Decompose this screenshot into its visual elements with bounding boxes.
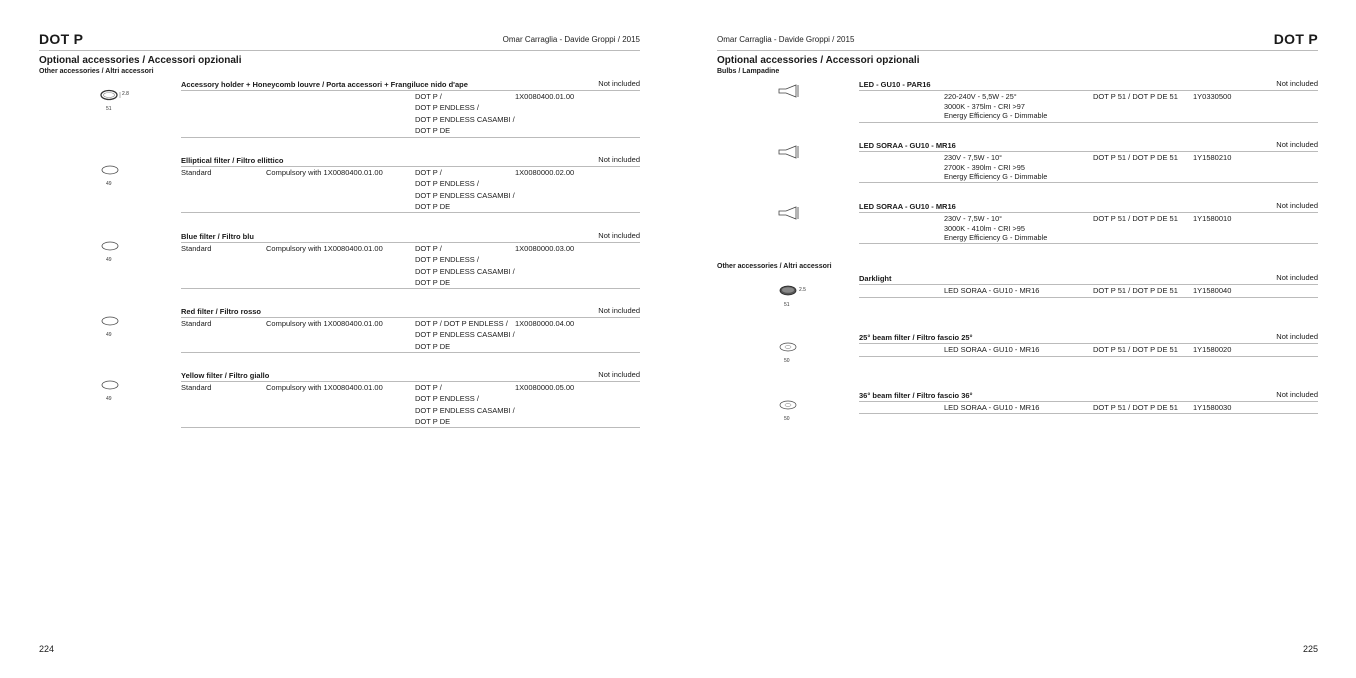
inclusion-note: Not included bbox=[1276, 201, 1318, 210]
model-name: DOT P / DOT P ENDLESS / bbox=[415, 319, 508, 328]
height-dimension: 2.5 bbox=[799, 287, 806, 293]
model-name: DOT P ENDLESS / bbox=[415, 103, 479, 113]
model-list bbox=[415, 318, 515, 352]
spec-line: Energy Efficiency G - Dimmable bbox=[944, 172, 1048, 182]
bulb-row bbox=[859, 80, 1318, 124]
page-number: 225 bbox=[1302, 644, 1318, 654]
bulb-icon bbox=[778, 206, 800, 220]
designer-credit: Omar Carraglia - Davide Groppi / 2015 bbox=[717, 35, 855, 44]
row-divider bbox=[859, 284, 1318, 285]
model-list: DOT P 51 / DOT P DE 51 bbox=[1093, 403, 1178, 412]
subsection-title: Bulbs / Lampadine bbox=[717, 68, 780, 75]
accessory-row bbox=[181, 80, 640, 138]
product-code: 1X0080000.03.00 bbox=[515, 244, 575, 253]
model-name: DOT P ENDLESS CASAMBI / bbox=[415, 266, 515, 276]
width-dimension: 49 bbox=[106, 257, 112, 263]
row-divider bbox=[859, 356, 1318, 357]
bulb-spec: LED SORAA - GU10 - MR16 bbox=[944, 345, 1040, 354]
row-divider bbox=[859, 151, 1318, 152]
model-name: DOT P / bbox=[415, 383, 442, 392]
spec-line: 220-240V - 5,5W - 25° bbox=[944, 92, 1017, 101]
inclusion-note: Not included bbox=[1276, 332, 1318, 341]
bulb-row bbox=[859, 141, 1318, 185]
spec-line: Energy Efficiency G - Dimmable bbox=[944, 233, 1048, 243]
width-dimension: 51 bbox=[784, 302, 790, 308]
inclusion-note: Not included bbox=[598, 306, 640, 315]
model-list: DOT P 51 / DOT P DE 51 bbox=[1093, 214, 1178, 223]
spec-line: 3000K - 375lm - CRI >97 bbox=[944, 101, 1025, 111]
spec-line: Energy Efficiency G - Dimmable bbox=[944, 111, 1048, 121]
row-divider bbox=[181, 427, 640, 428]
beam-filter-icon bbox=[779, 342, 797, 352]
model-name: DOT P ENDLESS CASAMBI / bbox=[415, 190, 515, 200]
spec-line: 230V - 7,5W - 10° bbox=[944, 214, 1003, 223]
model-list: DOT P 51 / DOT P DE 51 bbox=[1093, 153, 1178, 162]
model-list: DOT P 51 / DOT P DE 51 bbox=[1093, 345, 1178, 354]
row-divider bbox=[859, 401, 1318, 402]
page-number: 224 bbox=[39, 644, 55, 654]
item-title: 36° beam filter / Filtro fascio 36° bbox=[859, 391, 973, 400]
item-title: LED SORAA - GU10 - MR16 bbox=[859, 202, 956, 211]
model-list bbox=[415, 167, 515, 212]
row-divider bbox=[181, 137, 640, 138]
compatibility-note: Compulsory with 1X0080400.01.00 bbox=[266, 319, 383, 328]
filter-disc-icon bbox=[101, 316, 119, 326]
bulb-specs bbox=[944, 92, 1047, 121]
bulb-icon bbox=[778, 145, 800, 159]
width-dimension: 49 bbox=[106, 332, 112, 338]
row-divider bbox=[859, 297, 1318, 298]
filter-disc-icon bbox=[101, 241, 119, 251]
product-code: 1X0080400.01.00 bbox=[515, 92, 575, 101]
designer-credit: Omar Carraglia - Davide Groppi / 2015 bbox=[502, 35, 640, 44]
bulb-spec: LED SORAA - GU10 - MR16 bbox=[944, 286, 1040, 295]
filter-disc-icon bbox=[101, 380, 119, 390]
item-title: LED SORAA - GU10 - MR16 bbox=[859, 141, 956, 150]
model-name: DOT P DE bbox=[415, 416, 451, 426]
section-title: Optional accessories / Accessori opzionali bbox=[717, 55, 920, 66]
row-divider bbox=[859, 343, 1318, 344]
model-list: DOT P 51 / DOT P DE 51 bbox=[1093, 92, 1178, 101]
item-title: Blue filter / Filtro blu bbox=[181, 232, 254, 241]
compatibility-note: Compulsory with 1X0080400.01.00 bbox=[266, 244, 383, 253]
product-code: 1X0080000.05.00 bbox=[515, 383, 575, 392]
model-name: DOT P ENDLESS CASAMBI / bbox=[415, 114, 515, 124]
inclusion-note: Not included bbox=[1276, 273, 1318, 282]
row-divider bbox=[181, 212, 640, 213]
inclusion-note: Not included bbox=[598, 370, 640, 379]
inclusion-note: Not included bbox=[598, 231, 640, 240]
bulb-row bbox=[859, 202, 1318, 246]
accessory-row bbox=[181, 156, 640, 214]
row-divider bbox=[859, 122, 1318, 123]
inclusion-note: Not included bbox=[598, 79, 640, 88]
width-dimension: 49 bbox=[106, 181, 112, 187]
inclusion-note: Not included bbox=[1276, 390, 1318, 399]
model-name: DOT P DE bbox=[415, 277, 451, 287]
right-page bbox=[678, 0, 1356, 678]
product-code: 1X0080000.02.00 bbox=[515, 168, 575, 177]
section-title: Optional accessories / Accessori opzionali bbox=[39, 55, 242, 66]
accessory-row bbox=[859, 333, 1318, 359]
product-code: 1Y1580210 bbox=[1193, 153, 1232, 162]
item-title: Darklight bbox=[859, 274, 892, 283]
model-name: DOT P ENDLESS / bbox=[415, 179, 479, 189]
model-name: DOT P DE bbox=[415, 125, 451, 135]
subsection-title: Other accessories / Altri accessori bbox=[717, 263, 832, 270]
header-divider bbox=[717, 50, 1318, 51]
row-divider bbox=[859, 212, 1318, 213]
product-code: 1Y0330500 bbox=[1193, 92, 1232, 101]
item-title: LED - GU10 - PAR16 bbox=[859, 80, 931, 89]
model-name: DOT P ENDLESS CASAMBI / bbox=[415, 330, 515, 340]
spec-line: 3000K - 410lm - CRI >95 bbox=[944, 223, 1025, 233]
item-title: Accessory holder + Honeycomb louvre / Porta accessori + Frangiluce nido d'ape bbox=[181, 80, 468, 89]
accessory-row bbox=[181, 371, 640, 429]
spec-line: 2700K - 390lm - CRI >95 bbox=[944, 162, 1025, 172]
width-dimension: 49 bbox=[106, 396, 112, 402]
accessory-holder-icon bbox=[100, 89, 122, 101]
model-name: DOT P ENDLESS CASAMBI / bbox=[415, 405, 515, 415]
model-list bbox=[415, 382, 515, 427]
brand-title: DOT P bbox=[39, 31, 84, 47]
header-divider bbox=[39, 50, 640, 51]
model-name: DOT P ENDLESS / bbox=[415, 394, 479, 404]
bulb-spec: LED SORAA - GU10 - MR16 bbox=[944, 403, 1040, 412]
height-dimension: 2.8 bbox=[122, 91, 129, 97]
product-code: 1Y1580040 bbox=[1193, 286, 1232, 295]
item-type: Standard bbox=[181, 383, 212, 392]
width-dimension: 50 bbox=[784, 358, 790, 364]
product-code: 1Y1580030 bbox=[1193, 403, 1232, 412]
item-type: Standard bbox=[181, 319, 212, 328]
model-name: DOT P DE bbox=[415, 341, 451, 351]
model-list bbox=[415, 91, 515, 136]
inclusion-note: Not included bbox=[1276, 140, 1318, 149]
accessory-row bbox=[181, 232, 640, 290]
bulb-specs bbox=[944, 214, 1047, 243]
compatibility-note: Compulsory with 1X0080400.01.00 bbox=[266, 168, 383, 177]
accessory-row bbox=[859, 391, 1318, 417]
item-title: Red filter / Filtro rosso bbox=[181, 307, 262, 316]
product-code: 1X0080000.04.00 bbox=[515, 319, 575, 328]
row-divider bbox=[859, 182, 1318, 183]
spec-line: 230V - 7,5W - 10° bbox=[944, 153, 1003, 162]
bulb-specs bbox=[944, 153, 1047, 182]
model-name: DOT P ENDLESS / bbox=[415, 255, 479, 265]
model-list bbox=[415, 243, 515, 288]
row-divider bbox=[859, 413, 1318, 414]
row-divider bbox=[181, 288, 640, 289]
model-name: DOT P / bbox=[415, 244, 442, 253]
inclusion-note: Not included bbox=[1276, 79, 1318, 88]
row-divider bbox=[859, 243, 1318, 244]
width-dimension: 50 bbox=[784, 416, 790, 422]
item-type: Standard bbox=[181, 168, 212, 177]
subsection-title: Other accessories / Altri accessori bbox=[39, 68, 154, 75]
compatibility-note: Compulsory with 1X0080400.01.00 bbox=[266, 383, 383, 392]
darklight-disc-icon bbox=[779, 285, 797, 296]
inclusion-note: Not included bbox=[598, 155, 640, 164]
product-code: 1Y1580010 bbox=[1193, 214, 1232, 223]
model-name: DOT P / bbox=[415, 92, 442, 101]
item-type: Standard bbox=[181, 244, 212, 253]
accessory-row bbox=[859, 274, 1318, 300]
accessory-row bbox=[181, 307, 640, 354]
product-code: 1Y1580020 bbox=[1193, 345, 1232, 354]
brand-title: DOT P bbox=[1273, 31, 1318, 47]
filter-disc-icon bbox=[101, 165, 119, 175]
item-title: Yellow filter / Filtro giallo bbox=[181, 371, 270, 380]
width-dimension: 51 bbox=[106, 106, 112, 112]
model-list: DOT P 51 / DOT P DE 51 bbox=[1093, 286, 1178, 295]
beam-filter-icon bbox=[779, 400, 797, 410]
row-divider bbox=[859, 90, 1318, 91]
model-name: DOT P DE bbox=[415, 201, 451, 211]
row-divider bbox=[181, 352, 640, 353]
bulb-icon bbox=[778, 84, 800, 98]
model-name: DOT P / bbox=[415, 168, 442, 177]
item-title: 25° beam filter / Filtro fascio 25° bbox=[859, 333, 973, 342]
item-title: Elliptical filter / Filtro ellittico bbox=[181, 156, 284, 165]
